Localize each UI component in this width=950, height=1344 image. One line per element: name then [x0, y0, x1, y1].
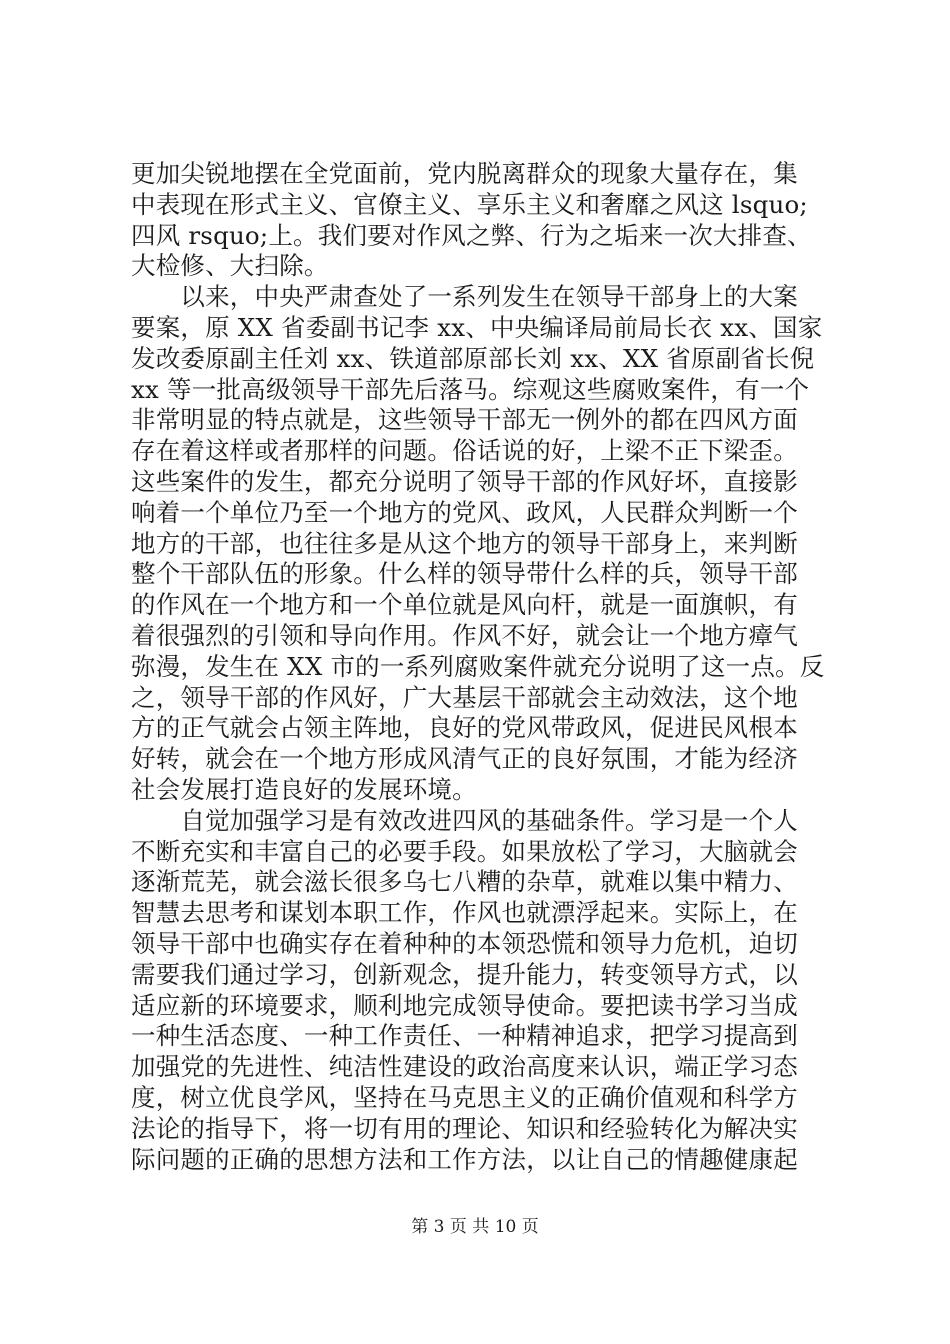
- text-line: 社会发展打造良好的发展环境。: [131, 774, 477, 804]
- text-line: 非常明显的特点就是，这些领导干部无一例外的都在四风方面: [131, 405, 798, 435]
- text-line: 要案，原 XX 省委副书记李 xx、中央编译局前局长衣 xx、国家: [131, 312, 823, 342]
- text-line: 以来，中央严肃查处了一系列发生在领导干部身上的大案: [131, 282, 798, 312]
- text-line: 存在着这样或者那样的问题。俗话说的好，上梁不正下梁歪。: [131, 436, 798, 466]
- text-line: 响着一个单位乃至一个地方的党风、政风，人民群众判断一个: [131, 497, 798, 527]
- text-line: 需要我们通过学习，创新观念，提升能力，转变领导方式，以: [131, 959, 798, 989]
- text-line: 之，领导干部的作风好，广大基层干部就会主动效法，这个地: [131, 682, 798, 712]
- body-text: [131, 159, 831, 1175]
- text-line: 逐渐荒芜，就会滋长很多乌七八糟的杂草，就难以集中精力、: [131, 867, 798, 897]
- text-line: 大检修、大扫除。: [131, 251, 329, 281]
- text-line: 一种生活态度、一种工作责任、一种精神追求，把学习提高到: [131, 1021, 798, 1051]
- text-line: 发改委原副主任刘 xx、铁道部原部长刘 xx、XX 省原副省长倪: [131, 343, 815, 373]
- text-line: 度，树立优良学风，坚持在马克思主义的正确价值观和科学方: [131, 1082, 798, 1112]
- text-line: 不断充实和丰富自己的必要手段。如果放松了学习，大脑就会: [131, 836, 798, 866]
- page-number-footer: 第 3 页 共 10 页: [411, 1217, 539, 1237]
- text-line: 弥漫，发生在 XX 市的一系列腐败案件就充分说明了这一点。反: [131, 651, 825, 681]
- text-line: 加强党的先进性、纯洁性建设的政治高度来认识，端正学习态: [131, 1052, 798, 1082]
- text-line: 适应新的环境要求，顺利地完成领导使命。要把读书学习当成: [131, 990, 798, 1020]
- text-line: 更加尖锐地摆在全党面前，党内脱离群众的现象大量存在，集: [131, 159, 798, 188]
- text-line: 方的正气就会占领主阵地，良好的党风带政风，促进民风根本: [131, 713, 798, 743]
- text-line: 自觉加强学习是有效改进四风的基础条件。学习是一个人: [131, 805, 798, 835]
- text-line: 地方的干部，也往往多是从这个地方的领导干部身上，来判断: [131, 528, 798, 558]
- text-line: 法论的指导下，将一切有用的理论、知识和经验转化为解决实: [131, 1113, 798, 1143]
- text-line: 际问题的正确的思想方法和工作方法，以让自己的情趣健康起: [131, 1144, 798, 1174]
- text-line: 整个干部队伍的形象。什么样的领导带什么样的兵，领导干部: [131, 559, 798, 589]
- text-line: 四风 rsquo;上。我们要对作风之弊、行为之垢来一次大排查、: [131, 220, 812, 250]
- text-line: xx 等一批高级领导干部先后落马。综观这些腐败案件，有一个: [131, 374, 810, 404]
- text-line: 这些案件的发生，都充分说明了领导干部的作风好坏，直接影: [131, 466, 798, 496]
- text-line: 好转，就会在一个地方形成风清气正的良好氛围，才能为经济: [131, 744, 798, 774]
- text-line: 着很强烈的引领和导向作用。作风不好，就会让一个地方瘴气: [131, 620, 798, 650]
- text-line: 中表现在形式主义、官僚主义、享乐主义和奢靡之风这 lsquo;: [131, 189, 808, 219]
- text-line: 领导干部中也确实存在着种种的本领恐慌和领导力危机，迫切: [131, 928, 798, 958]
- text-line: 智慧去思考和谋划本职工作，作风也就漂浮起来。实际上，在: [131, 898, 798, 928]
- text-line: 的作风在一个地方和一个单位就是风向杆，就是一面旗帜，有: [131, 590, 798, 620]
